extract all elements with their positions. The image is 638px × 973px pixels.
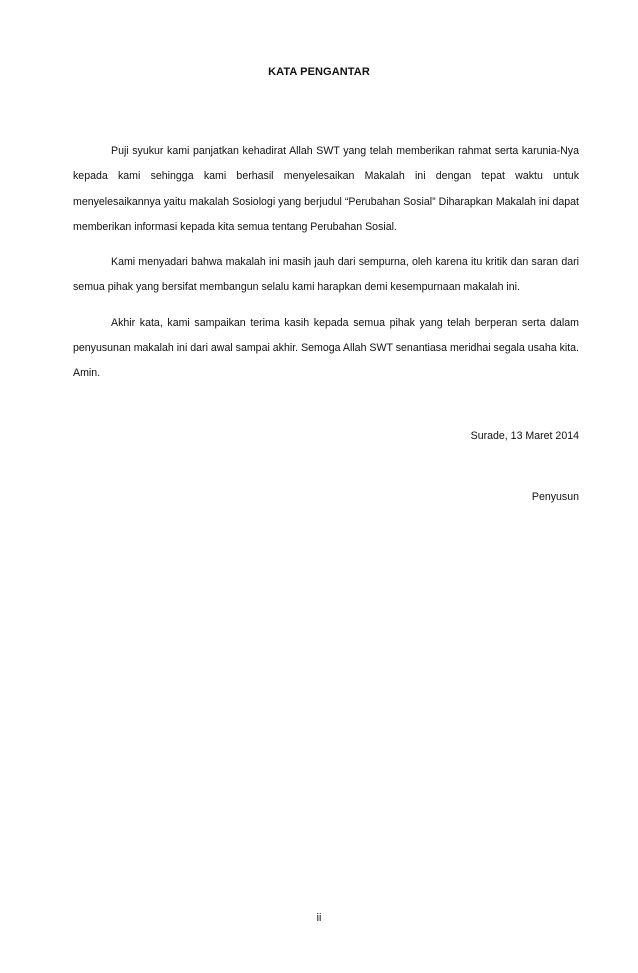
body-text (73, 139, 579, 397)
place-date: Surade, 13 Maret 2014 (470, 430, 579, 442)
paragraph-1: Puji syukur kami panjatkan kehadirat Allah SWT yang telah memberikan rahmat serta karunia-Nya kepada kami sehingga kami berhasil menyelesaikan Makalah ini dengan tepat waktu untuk menyelesaikannya yaitu makalah Sosiologi yang berjudul “Perubahan Sosial” Diharapkan Makalah ini dapat memberikan informasi kepada kita semua tentang Perubahan Sosial. (73, 145, 579, 233)
paragraph-3: Akhir kata, kami sampaikan terima kasih kepada semua pihak yang telah berperan serta dalam penyusunan makalah ini dari awal sampai akhir. Semoga Allah SWT senantiasa meridhai segala usaha kita. Amin. (73, 316, 579, 380)
page-title: KATA PENGANTAR (268, 66, 370, 78)
paragraph-2: Kami menyadari bahwa makalah ini masih jauh dari sempurna, oleh karena itu kritik dan saran dari semua pihak yang bersifat membangun selalu kami harapkan demi kesempurnaan makalah ini. (73, 256, 579, 294)
page-number: ii (316, 912, 322, 924)
signer-label: Penyusun (531, 491, 579, 503)
